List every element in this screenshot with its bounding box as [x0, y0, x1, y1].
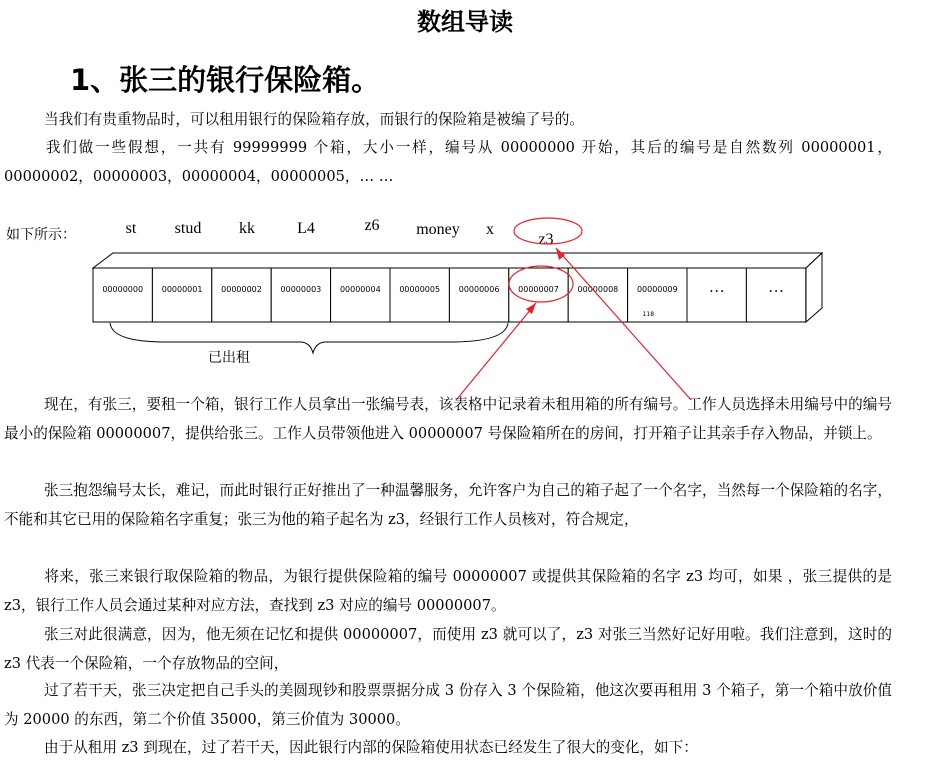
box-name-label: L4 [297, 220, 315, 237]
diagram-side-label: 如下所示： [6, 227, 76, 243]
box-number: 00000004 [339, 285, 381, 294]
paragraph-text: 过了若干天，张三决定把自己手头的美圆现钞和股票票据分成 3 份存入 3 个保险箱，他这次要再租用 3 个箱子，第一个箱中放价值为 20000 的东西，第二个价值 35000，第三价值为 30000。 [4, 682, 892, 728]
paragraph-text: 张三抱怨编号太长，难记，而此时银行正好推出了一种温馨服务，允许客户为自己的箱子起了一个名字，当然每一个保险箱的名字，不能和其它已用的保险箱名字重复；张三为他的箱子起名为 z3，经银行工作人员核对，符合规定， [4, 482, 892, 528]
box-cell [390, 268, 449, 322]
box-cell [152, 268, 211, 322]
paragraph-1 [4, 106, 892, 135]
box-number: 00000000 [102, 285, 144, 294]
box-cell [331, 268, 390, 322]
paragraph-text: 我们做一些假想，一共有 99999999 个箱，大小一样，编号从 00000000 开始，其后的编号是自然数列 00000001，00000002，00000003，00000004，00000005，… … [4, 139, 892, 185]
safe-deposit-diagram [0, 205, 930, 400]
box-number: 00000006 [458, 285, 500, 294]
paragraph-text: 由于从租用 z3 到现在，过了若干天，因此银行内部的保险箱使用状态已经发生了很大的变化，如下： [44, 739, 698, 756]
box-name-label: stud [174, 220, 202, 237]
box-number: 00000007 [518, 285, 559, 294]
paragraph-8 [4, 734, 892, 763]
box-cell [509, 268, 568, 322]
paragraph-text: 将来，张三来银行取保险箱的物品，为银行提供保险箱的编号 00000007 或提供其保险箱的名字 z3 均可，如果 ，张三提供的是 z3，银行工作人员会通过某种对应方法，查找到 z3 对应的编号 00000007。 [4, 568, 892, 614]
box-number: 00000001 [161, 285, 203, 294]
paragraph-text: 张三对此很满意，因为，他无须在记忆和提供 00000007，而使用 z3 就可以了，z3 对张三当然好记好用啦。我们注意到，这时的 z3 代表一个保险箱，一个存放物品的空间， [4, 626, 892, 672]
paragraph-text: 现在，有张三，要租一个箱，银行工作人员拿出一张编号表，该表格中记录着未租用箱的所有编号。工作人员选择未用编号中的编号最小的保险箱 00000007，提供给张三。工作人员带领他进入 00000007 号保险箱所在的房间，打开箱子让其亲手存入物品，并锁上。 [4, 396, 892, 442]
paragraph-5 [4, 563, 892, 620]
box-cell [93, 268, 152, 322]
box-name-label: st [125, 220, 137, 237]
paragraph-3 [4, 391, 892, 448]
paragraph-4 [4, 477, 892, 534]
paragraph-7 [4, 677, 892, 734]
box-number: 00000002 [221, 285, 262, 294]
box-cell [628, 268, 687, 322]
box-tiny-note: 118 [642, 311, 655, 318]
rented-brace [110, 323, 508, 353]
box-number: 00000003 [280, 285, 322, 294]
paragraph-text: 当我们有贵重物品时，可以租用银行的保险箱存放，而银行的保险箱是被编了号的。 [44, 111, 584, 128]
box-number: 00000009 [636, 285, 678, 294]
box-row [93, 268, 806, 322]
box-name-label: z3 [538, 231, 554, 248]
box-number: … [768, 279, 785, 296]
box-number: 00000005 [399, 285, 441, 294]
box-row-top-face [93, 253, 822, 268]
document-title: 数组导读 [417, 8, 513, 36]
box-number: 00000008 [577, 285, 619, 294]
box-cell [271, 268, 330, 322]
rented-label: 已出租 [208, 350, 250, 366]
box-name-label: x [486, 221, 494, 238]
section-heading: 1、张三的银行保险箱。 [70, 63, 381, 97]
box-names [126, 217, 554, 248]
box-name-label: money [416, 221, 460, 238]
paragraph-2 [4, 134, 892, 191]
box-name-label: z6 [364, 217, 380, 234]
paragraph-6 [4, 621, 892, 678]
box-cell [212, 268, 271, 322]
box-cell [449, 268, 508, 322]
box-number: … [708, 279, 725, 296]
box-name-label: kk [239, 220, 255, 237]
